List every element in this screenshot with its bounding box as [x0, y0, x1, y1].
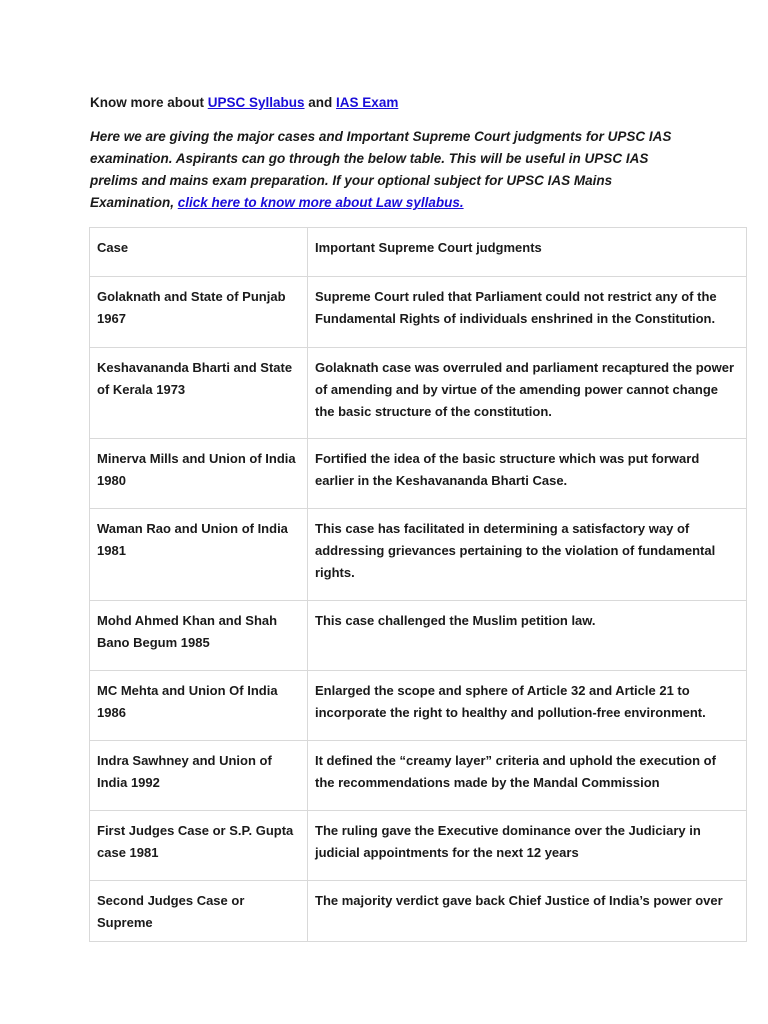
case-cell: Keshavananda Bharti and State of Kerala 1973 [90, 348, 308, 439]
judgment-cell: This case has facilitated in determining a satisfactory way of addressing grievances pertaining to the violation of fundamental rights. [308, 509, 747, 601]
case-cell: Golaknath and State of Punjab 1967 [90, 277, 308, 348]
table-row [90, 881, 747, 942]
case-cell: First Judges Case or S.P. Gupta case 1981 [90, 811, 308, 881]
intro-line [90, 93, 690, 113]
intro-prefix: Know more about [90, 95, 208, 110]
judgment-cell: The ruling gave the Executive dominance over the Judiciary in judicial appointments for the next 12 years [308, 811, 747, 881]
judgment-cell: Golaknath case was overruled and parliament recaptured the power of amending and by virtue of the amending power cannot change the basic structure of the constitution. [308, 348, 747, 439]
cases-table [89, 227, 747, 942]
table-header-row [90, 228, 747, 277]
intro-middle: and [304, 95, 337, 110]
case-cell: Mohd Ahmed Khan and Shah Bano Begum 1985 [90, 601, 308, 671]
table-row [90, 509, 747, 601]
judgment-cell: Supreme Court ruled that Parliament could not restrict any of the Fundamental Rights of individuals enshrined in the Constitution. [308, 277, 747, 348]
law-syllabus-link[interactable]: click here to know more about Law syllabus. [177, 195, 464, 210]
case-cell: MC Mehta and Union Of India 1986 [90, 671, 308, 741]
case-cell: Minerva Mills and Union of India 1980 [90, 439, 308, 509]
ias-exam-link[interactable]: IAS Exam [336, 95, 399, 110]
judgment-cell: This case challenged the Muslim petition law. [308, 601, 747, 671]
header-case: Case [90, 228, 308, 277]
judgment-cell: The majority verdict gave back Chief Justice of India’s power over [308, 881, 747, 942]
table-row [90, 741, 747, 811]
table-row [90, 277, 747, 348]
upsc-syllabus-link[interactable]: UPSC Syllabus [207, 95, 305, 110]
header-judgment: Important Supreme Court judgments [308, 228, 747, 277]
judgment-cell: Fortified the idea of the basic structure which was put forward earlier in the Keshavananda Bharti Case. [308, 439, 747, 509]
table-row [90, 348, 747, 439]
table-row [90, 601, 747, 671]
case-cell: Indra Sawhney and Union of India 1992 [90, 741, 308, 811]
table-row [90, 671, 747, 741]
judgment-cell: It defined the “creamy layer” criteria and uphold the execution of the recommendations made by the Mandal Commission [308, 741, 747, 811]
table-row [90, 811, 747, 881]
intro-paragraph [90, 126, 690, 214]
judgment-cell: Enlarged the scope and sphere of Article 32 and Article 21 to incorporate the right to healthy and pollution-free environment. [308, 671, 747, 741]
case-cell: Waman Rao and Union of India 1981 [90, 509, 308, 601]
intro-paragraph-text: Here we are giving the major cases and Important Supreme Court judgments for UPSC IAS examination. Aspirants can go through the below table. This will be useful in UPSC IAS prelims and mains exam preparation. If your optional subject for UPSC IAS Mains Examination, [90, 129, 672, 210]
case-cell: Second Judges Case or Supreme [90, 881, 308, 942]
table-row [90, 439, 747, 509]
